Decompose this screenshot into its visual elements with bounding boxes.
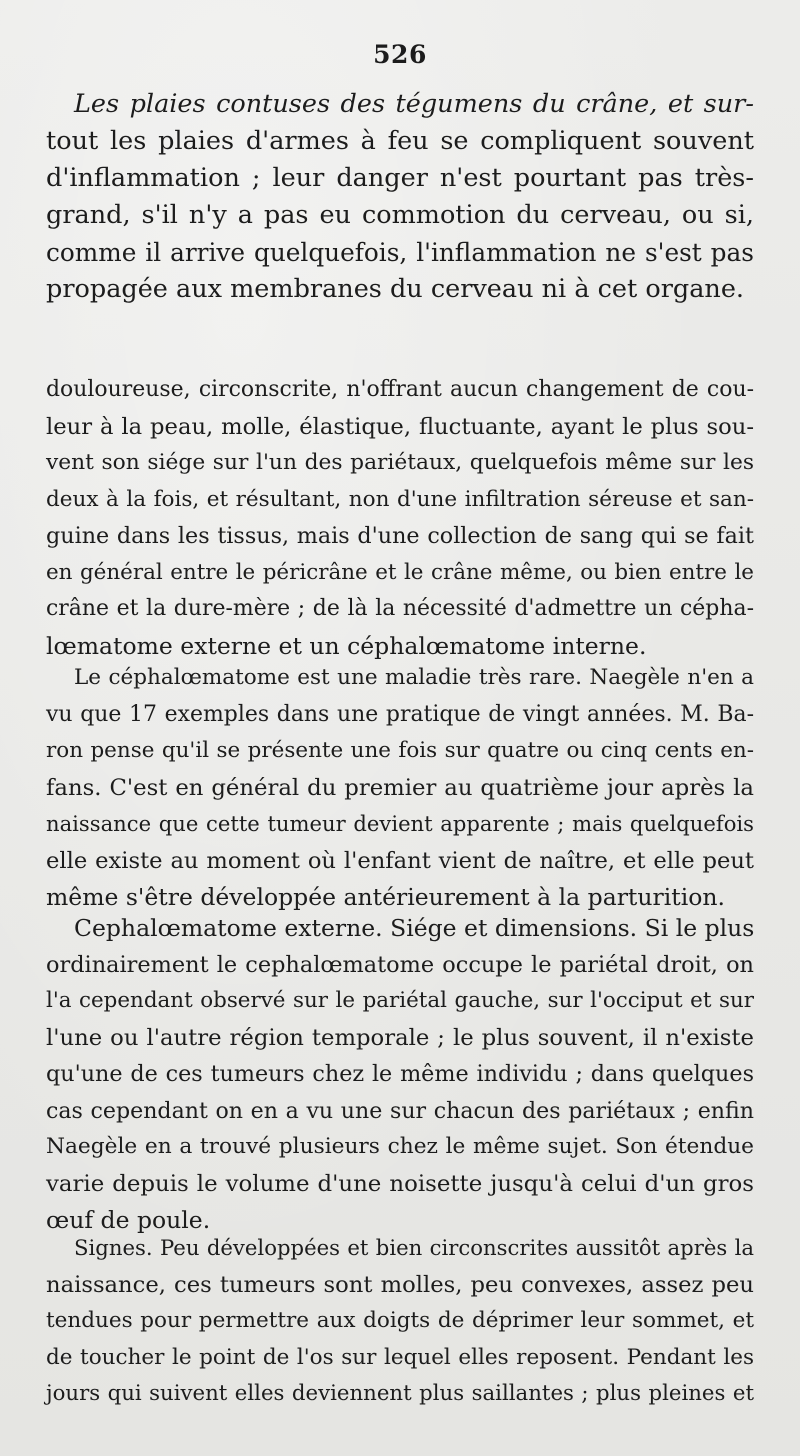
text-line: qu'une de ces tumeurs chez le même individu ; dans quelques xyxy=(46,1061,754,1087)
text-line: ron pense qu'il se présente une fois sur quatre ou cinq cents en- xyxy=(46,738,754,763)
text-line: d'inflammation ; leur danger n'est pourtant pas très- xyxy=(46,163,754,193)
text-line: Cephalœmatome externe. Siége et dimensions. Si le plus xyxy=(74,914,755,942)
text-line: varie depuis le volume d'une noisette jusqu'à celui d'un gros xyxy=(46,1170,754,1197)
paragraph-external xyxy=(46,910,754,1239)
text-line: naissance que cette tumeur devient apparente ; mais quelquefois xyxy=(46,811,754,836)
text-line: l'a cependant observé sur le pariétal gauche, sur l'occiput et sur xyxy=(46,988,754,1013)
text-line: tout les plaies d'armes à feu se compliquent souvent xyxy=(46,126,754,156)
paragraph-signs xyxy=(46,1230,754,1413)
text-line: de toucher le point de l'os sur lequel elles reposent. Pendant les xyxy=(46,1344,754,1370)
text-line: vu que 17 exemples dans une pratique de vingt années. M. Ba- xyxy=(46,701,754,727)
text-line: jours qui suivent elles deviennent plus saillantes ; plus pleines et xyxy=(46,1381,754,1406)
text-line: même s'être développée antérieurement à la parturition. xyxy=(46,883,725,911)
page-number: 526 xyxy=(373,40,427,69)
text-line: deux à la fois, et résultant, non d'une infiltration séreuse et san- xyxy=(46,486,754,512)
text-line: cas cependant on en a vu une sur chacun des pariétaux ; enfin xyxy=(46,1097,754,1124)
text-line: grand, s'il n'y a pas eu commotion du cerveau, ou si, xyxy=(46,200,754,230)
text-line: Signes. Peu développées et bien circonscrites aussitôt après la xyxy=(74,1235,754,1260)
text-line: vent son siége sur l'un des pariétaux, quelquefois même sur les xyxy=(46,450,754,475)
paragraph-frequency xyxy=(46,660,754,916)
text-line: en général entre le péricrâne et le crâne même, ou bien entre le xyxy=(46,559,754,585)
text-line: Le céphalœmatome est une maladie très rare. Naegèle n'en a xyxy=(74,665,754,690)
text-line: Naegèle en a trouvé plusieurs chez le même sujet. Son étendue xyxy=(46,1134,754,1159)
text-line: lœmatome externe et un céphalœmatome interne. xyxy=(46,631,647,660)
text-line: guine dans les tissus, mais d'une collection de sang qui se fait xyxy=(46,523,754,549)
text-line: l'une ou l'autre région temporale ; le plus souvent, il n'existe xyxy=(46,1024,754,1051)
text-line: leur à la peau, molle, élastique, fluctuante, ayant le plus sou- xyxy=(46,413,754,440)
paragraph-lead xyxy=(46,86,754,308)
text-line: naissance, ces tumeurs sont molles, peu convexes, assez peu xyxy=(46,1271,754,1298)
paragraph-definition xyxy=(46,372,754,664)
text-line: œuf de poule. xyxy=(46,1206,211,1234)
text-line: elle existe au moment où l'enfant vient de naître, et elle peut xyxy=(46,847,754,874)
text-line: crâne et la dure-mère ; de là la nécessité d'admettre un cépha- xyxy=(46,596,754,621)
text-line: tendues pour permettre aux doigts de déprimer leur sommet, et xyxy=(46,1308,754,1333)
text-line: fans. C'est en général du premier au quatrième jour après la xyxy=(46,774,754,801)
text-line: propagée aux membranes du cerveau ni à cet organe. xyxy=(46,274,745,304)
text-line: comme il arrive quelquefois, l'inflammation ne s'est pas xyxy=(46,238,754,267)
text-line: ordinairement le cephalœmatome occupe le pariétal droit, on xyxy=(46,951,754,978)
text-line: douloureuse, circonscrite, n'offrant aucun changement de cou- xyxy=(46,377,754,402)
text-line: Les plaies contuses des tégumens du crâne, et sur- xyxy=(74,89,754,119)
